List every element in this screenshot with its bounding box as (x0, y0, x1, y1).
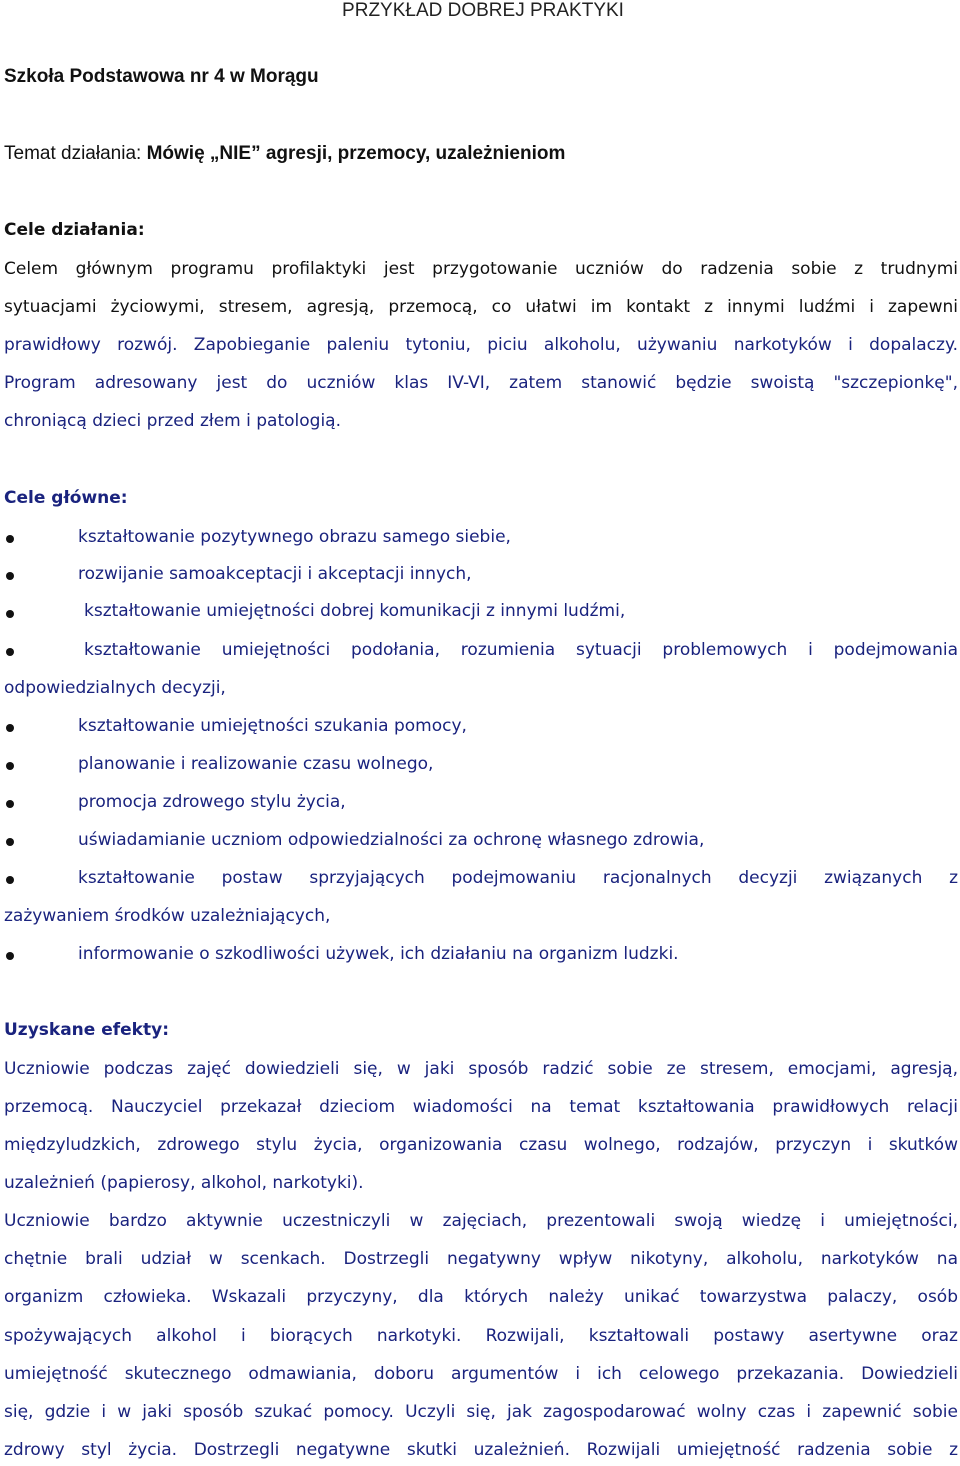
bullet-icon (6, 876, 14, 884)
topic-label: Temat działania: (4, 143, 147, 164)
effects-line: umiejętność skutecznego odmawiania, doboru argumentów i ich celowego przekazania. Dowiedzieli (4, 1364, 958, 1384)
bullet-icon (6, 648, 14, 656)
bullet-icon (6, 572, 14, 580)
effects-line: się, gdzie i w jaki sposób szukać pomocy. Uczyli się, jak zagospodarować wolny czas i zapewnić sobie (4, 1402, 958, 1422)
main-goal-item: uświadamianie uczniom odpowiedzialności za ochronę własnego zdrowia, (78, 830, 705, 850)
main-goal-item-continued: zażywaniem środków uzależniających, (4, 906, 331, 926)
effects-line: spożywających alkohol i biorących narkotyki. Rozwijali, kształtowali postawy asertywne oraz (4, 1326, 958, 1346)
main-goals-heading: Cele główne: (4, 488, 128, 508)
goals-line: prawidłowy rozwój. Zapobieganie paleniu tytoniu, piciu alkoholu, używaniu narkotyków i dopalaczy. (4, 335, 958, 355)
bullet-icon (6, 952, 14, 960)
goals-line: chroniącą dzieci przed złem i patologią. (4, 411, 341, 431)
topic-value: Mówię „NIE” agresji, przemocy, uzależnieniom (146, 143, 566, 164)
topic-line (4, 143, 958, 165)
main-goal-item: rozwijanie samoakceptacji i akceptacji innych, (78, 564, 472, 584)
bullet-icon (6, 838, 14, 846)
bullet-icon (6, 724, 14, 732)
main-goal-item: kształtowanie umiejętności dobrej komunikacji z innymi ludźmi, (84, 601, 626, 621)
effects-line: przemocą. Nauczyciel przekazał dzieciom wiadomości na temat kształtowania prawidłowych relacji (4, 1097, 958, 1117)
effects-line: Uczniowie bardzo aktywnie uczestniczyli w zajęciach, prezentowali swoją wiedzę i umiejętności, (4, 1211, 958, 1231)
effects-line: międzyludzkich, zdrowego stylu życia, organizowania czasu wolnego, rodzajów, przyczyn i skutków (4, 1135, 958, 1155)
effects-line: zdrowy styl życia. Dostrzegli negatywne skutki uzależnień. Rozwijali umiejętność radzenia sobie z (4, 1440, 958, 1460)
effects-line: Uczniowie podczas zajęć dowiedzieli się, w jaki sposób radzić sobie ze stresem, emocjami, agresją, (4, 1059, 958, 1079)
goals-line: sytuacjami życiowymi, stresem, agresją, przemocą, co ułatwi im kontakt z innymi ludźmi i zapewni (4, 297, 958, 317)
bullet-icon (6, 610, 14, 618)
main-goal-item: promocja zdrowego stylu życia, (78, 792, 346, 812)
effects-heading: Uzyskane efekty: (4, 1020, 169, 1040)
main-goal-item: kształtowanie postaw sprzyjających podejmowaniu racjonalnych decyzji związanych z (78, 868, 958, 888)
top-title: PRZYKŁAD DOBREJ PRAKTYKI (342, 0, 624, 21)
goals-heading: Cele działania: (4, 220, 145, 240)
main-goal-item: kształtowanie umiejętności szukania pomocy, (78, 716, 467, 736)
bullet-icon (6, 800, 14, 808)
bullet-icon (6, 762, 14, 770)
main-goal-item: kształtowanie umiejętności podołania, rozumienia sytuacji problemowych i podejmowania (84, 640, 958, 660)
goals-line: Program adresowany jest do uczniów klas IV-VI, zatem stanowić będzie swoistą "szczepionkę", (4, 373, 958, 393)
effects-line: uzależnień (papierosy, alkohol, narkotyki). (4, 1173, 364, 1193)
bullet-icon (6, 535, 14, 543)
main-goal-item: kształtowanie pozytywnego obrazu samego siebie, (78, 527, 511, 547)
main-goal-item: planowanie i realizowanie czasu wolnego, (78, 754, 434, 774)
main-goal-item-continued: odpowiedzialnych decyzji, (4, 678, 226, 698)
school-name: Szkoła Podstawowa nr 4 w Morągu (4, 66, 319, 87)
effects-line: chętnie brali udział w scenkach. Dostrzegli negatywny wpływ nikotyny, alkoholu, narkotyków na (4, 1249, 958, 1269)
effects-line: organizm człowieka. Wskazali przyczyny, dla których należy unikać towarzystwa palaczy, osób (4, 1287, 958, 1307)
main-goal-item: informowanie o szkodliwości używek, ich działaniu na organizm ludzki. (78, 944, 679, 964)
goals-line: Celem głównym programu profilaktyki jest przygotowanie uczniów do radzenia sobie z trudnymi (4, 259, 958, 279)
